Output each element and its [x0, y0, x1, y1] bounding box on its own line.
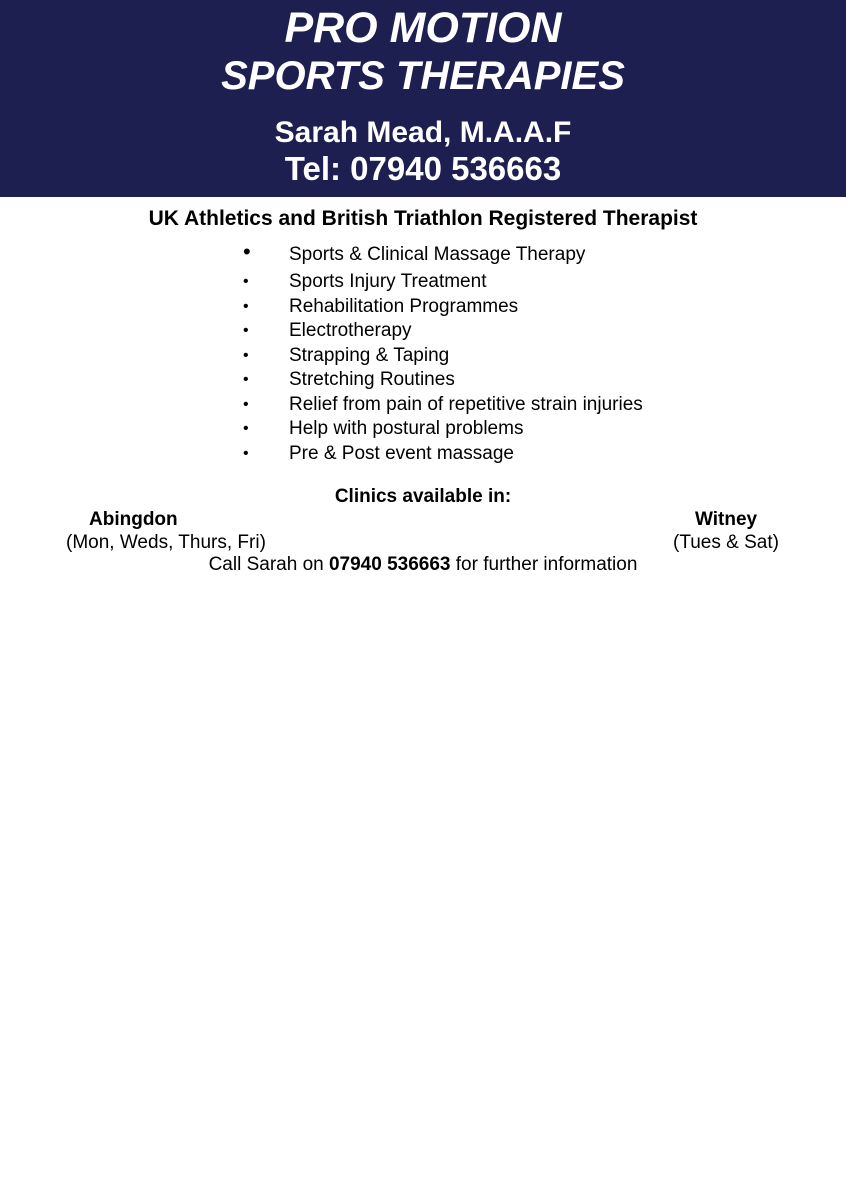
call-phone-number: 07940 536663: [328, 554, 451, 575]
service-label: Sports & Clinical Massage Therapy: [289, 244, 586, 265]
call-suffix: for further information: [450, 554, 638, 575]
bullet-icon: •: [243, 395, 249, 413]
bullet-icon: •: [243, 346, 249, 364]
list-item: [0, 393, 846, 418]
clinic-days-witney: (Tues & Sat): [673, 532, 779, 553]
service-label: Rehabilitation Programmes: [289, 295, 519, 317]
bullet-icon: •: [243, 420, 249, 437]
list-item: [0, 344, 846, 369]
bullet-icon: •: [243, 444, 249, 462]
service-label: Relief from pain of repetitive strain injuries: [289, 393, 643, 415]
list-item: [0, 239, 846, 270]
list-item: [0, 368, 846, 393]
bullet-icon: •: [243, 297, 249, 315]
services-list: [0, 239, 846, 466]
list-item: [0, 270, 846, 295]
list-item: [0, 319, 846, 344]
call-prefix: Call Sarah on: [208, 554, 329, 575]
service-label: Stretching Routines: [289, 369, 455, 390]
clinics-heading: Clinics available in:: [334, 486, 512, 507]
clinic-days-abingdon: (Mon, Weds, Thurs, Fri): [66, 532, 266, 553]
registration-subtitle: UK Athletics and British Triathlon Registered Therapist: [148, 207, 698, 230]
header-banner: [0, 0, 846, 197]
call-to-action: [0, 554, 846, 576]
therapist-name: Sarah Mead, M.A.A.F: [274, 116, 572, 149]
brand-title-line2: SPORTS THERAPIES: [221, 54, 625, 98]
bullet-icon: •: [243, 239, 251, 264]
list-item: [0, 442, 846, 467]
service-label: Electrotherapy: [289, 320, 412, 341]
bullet-icon: •: [243, 371, 249, 388]
brand-title-line1: PRO MOTION: [284, 4, 562, 52]
telephone-number: Tel: 07940 536663: [284, 150, 562, 187]
list-item: [0, 295, 846, 320]
clinic-location-witney: Witney: [695, 509, 758, 530]
bullet-icon: •: [243, 273, 249, 290]
service-label: Pre & Post event massage: [289, 442, 514, 464]
service-label: Sports Injury Treatment: [289, 271, 487, 292]
clinic-location-abingdon: Abingdon: [89, 509, 178, 530]
service-label: Help with postural problems: [289, 418, 524, 439]
list-item: [0, 417, 846, 442]
service-label: Strapping & Taping: [289, 344, 450, 366]
bullet-icon: •: [243, 322, 249, 339]
